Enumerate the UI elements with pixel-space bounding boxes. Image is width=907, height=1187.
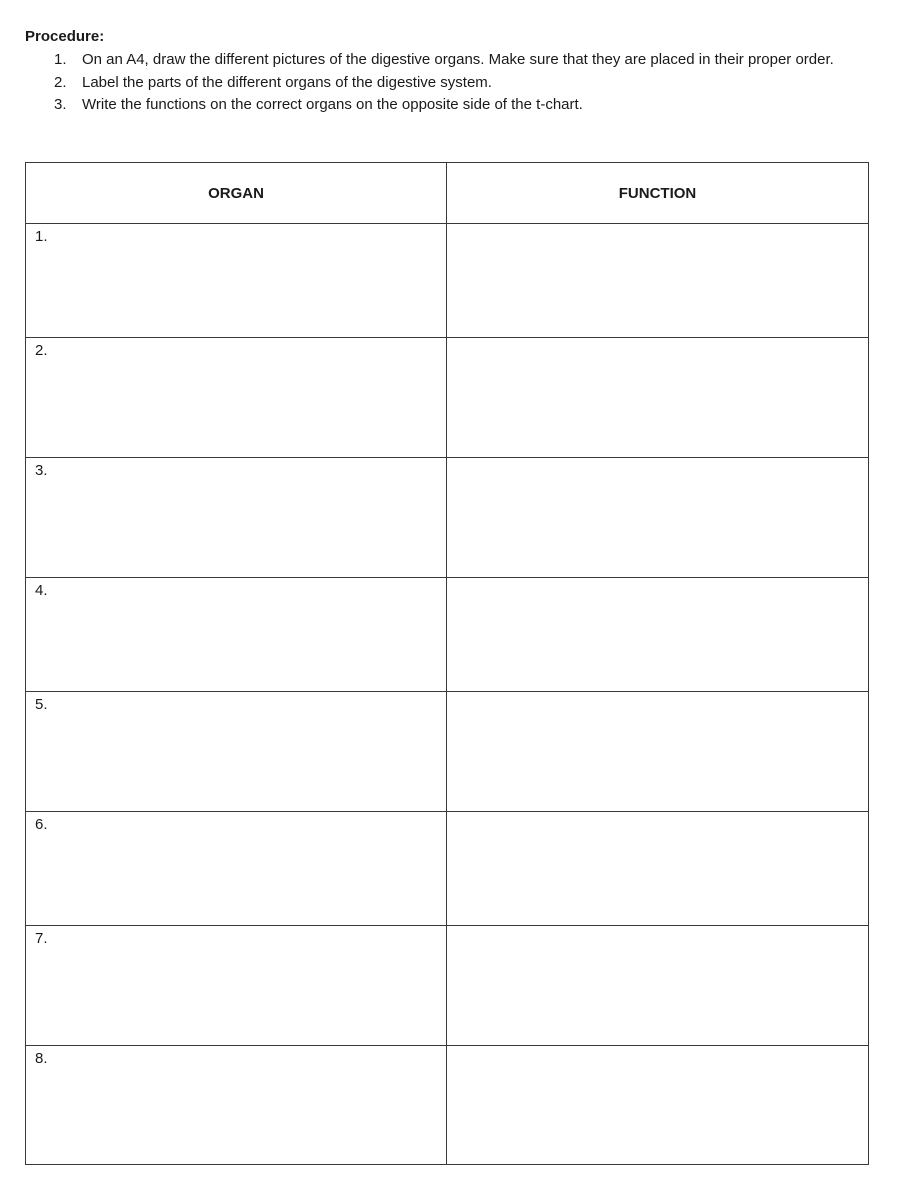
table-row — [26, 578, 869, 692]
function-cell[interactable] — [447, 812, 869, 926]
row-number: 6. — [35, 816, 48, 834]
row-number: 2. — [35, 342, 48, 360]
organ-cell[interactable] — [26, 458, 447, 578]
row-number: 4. — [35, 582, 48, 600]
organ-column-header: ORGAN — [26, 163, 447, 224]
organ-cell[interactable] — [26, 338, 447, 458]
table-row — [26, 458, 869, 578]
function-cell[interactable] — [447, 338, 869, 458]
row-number: 8. — [35, 1050, 48, 1068]
step-number: 1. — [54, 51, 67, 68]
function-cell[interactable] — [447, 578, 869, 692]
procedure-step — [25, 72, 865, 95]
function-cell[interactable] — [447, 692, 869, 812]
function-cell[interactable] — [447, 1046, 869, 1165]
row-number: 5. — [35, 696, 48, 714]
procedure-steps — [25, 49, 865, 117]
function-cell[interactable] — [447, 926, 869, 1046]
procedure-step — [25, 94, 865, 117]
step-number: 2. — [54, 73, 67, 91]
organ-cell[interactable] — [26, 926, 447, 1046]
table-row — [26, 812, 869, 926]
table-row — [26, 1046, 869, 1165]
procedure-step — [25, 49, 865, 72]
row-number: 7. — [35, 930, 48, 948]
function-cell[interactable] — [447, 224, 869, 338]
organ-cell[interactable] — [26, 812, 447, 926]
step-text: Write the functions on the correct organs on the opposite side of the t-chart. — [82, 96, 583, 113]
organ-cell[interactable] — [26, 224, 447, 338]
t-chart-table — [25, 162, 869, 1165]
organ-cell[interactable] — [26, 1046, 447, 1165]
step-text: On an A4, draw the different pictures of the digestive organs. Make sure that they are placed in their proper order. — [82, 51, 834, 68]
organ-cell[interactable] — [26, 578, 447, 692]
row-number: 1. — [35, 228, 48, 246]
organ-cell[interactable] — [26, 692, 447, 812]
step-number: 3. — [54, 96, 67, 113]
step-text: Label the parts of the different organs of the digestive system. — [82, 73, 492, 91]
procedure-heading: Procedure: — [25, 28, 105, 45]
table-row — [26, 338, 869, 458]
table-row — [26, 692, 869, 812]
table-row — [26, 926, 869, 1046]
t-chart-header-row — [26, 163, 869, 224]
function-column-header: FUNCTION — [447, 163, 869, 224]
table-row — [26, 224, 869, 338]
row-number: 3. — [35, 462, 48, 480]
function-cell[interactable] — [447, 458, 869, 578]
